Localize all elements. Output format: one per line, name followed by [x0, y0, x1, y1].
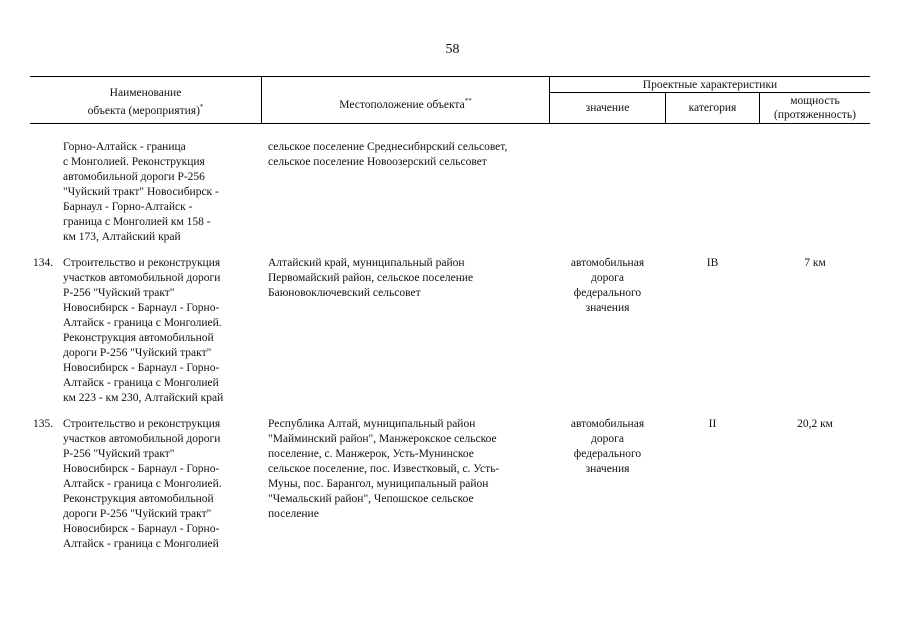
row-location: Республика Алтай, муниципальный район "Майминский район", Манжерокское сельское поселение, с. Манжерок, Усть-Мунинское сельское поселение, пос. Известковый, с. Усть- Муны, пос. Барангол, муниципальный район "Чемальский район", Чепошское сельское поселение: [268, 418, 500, 520]
header-category-column: категория: [688, 102, 737, 114]
row-category: II: [708, 418, 717, 430]
row-name: Строительство и реконструкция участков автомобильной дороги Р-256 "Чуйский тракт" Новосибирск - Барнаул - Горно- Алтайск - граница с Монголией. Реконструкция автомобильной дороги Р-256 "Чуйский тракт" Новосибирск - Барнаул - Горно- Алтайск - граница с Монголией: [63, 418, 222, 550]
header-design-group: Проектные характеристики: [642, 79, 778, 91]
group-divider-rule: [549, 92, 870, 93]
row-name: Строительство и реконструкция участков автомобильной дороги Р-256 "Чуйский тракт" Новосибирск - Барнаул - Горно- Алтайск - граница с Монголией. Реконструкция автомобильной дороги Р-256 "Чуйский тракт" Новосибирск - Барнаул - Горно- Алтайск - граница с Монголией км 223 - км 230, Алтайский край: [63, 257, 224, 404]
footnote-mark: *: [199, 103, 204, 111]
header-bottom-rule: [30, 123, 870, 124]
row-capacity: 7 км: [804, 257, 826, 269]
row-value: автомобильная дорога федерального значения: [570, 418, 645, 475]
row-name: Горно-Алтайск - граница с Монголией. Реконструкция автомобильной дороги Р-256 "Чуйский тракт" Новосибирск - Барнаул - Горно-Алтайск - граница с Монголией км 158 - км 173, Алтайский край: [63, 141, 219, 243]
header-location-label: Местоположение объекта: [339, 99, 465, 111]
row-location: Алтайский край, муниципальный район Первомайский район, сельское поселение Баюновоключевский сельсовет: [268, 257, 474, 299]
row-number: 134.: [33, 257, 54, 269]
header-top-rule: [30, 76, 870, 77]
page-number: 58: [445, 42, 460, 57]
row-category: IB: [706, 257, 719, 269]
row-capacity: 20,2 км: [797, 418, 833, 430]
header-location-column: [262, 94, 549, 112]
header-capacity-column: мощность (протяженность): [774, 95, 856, 121]
row-location: сельское поселение Среднесибирский сельсовет, сельское поселение Новоозерский сельсовет: [268, 141, 508, 168]
header-name-label: Наименование объекта (мероприятия): [87, 87, 200, 117]
row-number: 135.: [33, 418, 54, 430]
header-value-column: значение: [585, 102, 630, 114]
row-value: автомобильная дорога федерального значения: [570, 257, 645, 314]
footnote-mark: **: [464, 97, 472, 105]
header-name-column: [30, 86, 261, 118]
